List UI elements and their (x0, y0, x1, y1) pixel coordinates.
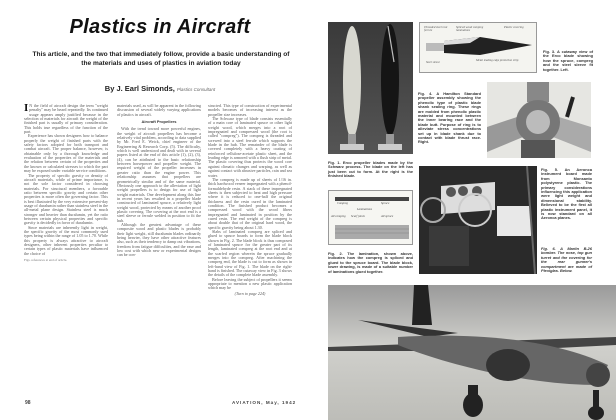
byline (60, 84, 260, 94)
drawing-label: All spruce (381, 214, 394, 218)
figure-6-caption: Fig. 6. A Martin B-26 bomber. The nose, top gun turret and the covering for the rear gunner's compartment are made of Plexiglas. Below. (541, 246, 592, 274)
drop-cap: I (24, 102, 29, 114)
page-number: 98 (25, 400, 31, 406)
diagram-label: Plastic covering (504, 25, 524, 29)
figure-6-photo (328, 285, 616, 420)
figure-2-caption: Fig. 2. The lamination, shown above, indicates how the compreg is spliced and glued to the spruce board. The blade block, lower drawing, is made of a suitable number of laminations glued together. (328, 251, 413, 274)
drawing-label: Compreg (337, 201, 349, 205)
section-heading: Aircraft Propellers (141, 119, 177, 125)
text-column-2 (117, 104, 201, 258)
diagram-label: Threaded steel root ferrule (424, 25, 448, 33)
drawing-label: Scarf joints (351, 214, 365, 218)
figure-4-photo (487, 82, 591, 158)
diagram-label: Steel sleeve (426, 60, 440, 64)
paragraph: materials used, as will be apparent in the following discussion of several widely varying applications of plastics in aircraft. (117, 103, 201, 117)
paragraph: The compreg is made up of sheets of 1/16 in. thick hardwood veneer impregnated with a phenol-formaldehyde resin. A stack of these impregnated sheets is then subjected to heat and high pressure where it is reduced to one-half the original thickness and the resin cured in the laminated condition. The finished product becomes a compressed wood with the wood fibers impregnated and laminated in position by the cured resin. The end weight of the compreg is about double that of the original hard wood, the specific gravity being about 1.30. (208, 176, 292, 230)
paragraph: Slabs of laminated compreg are spliced and glued to spruce boards to form the blade block shown in Fig. 2. The blade block is thus composed of laminated spruce for the greater part of its length, laminated compreg at the root end and at the scarfed region wherein the spruce gradually merges into the compreg. After machining the compreg end, the blade is cut to form as shown in left-hand view of Fig. 1. The blade on the right-hand is finished. The cutaway view in Fig. 3 shows the details of the complete blade assembly. (208, 228, 292, 278)
paragraph: Although the greatest advantage of these composite wood and plastic blades is probably their light weight, still duralumin blades ordinarily being heavier, they have other attractive features also, such as their tendency to damp out vibrations, freedom from fatigue difficulties, and the ease and low cost with which new or experimental designs can be con- (117, 221, 201, 258)
paragraph: N the field of aircraft design the term "weight penalty" may be heard repeatedly. Its continued usage appears amply justified because in the selection of materials for aircraft the weight of the finished part is usually of primary consideration. This holds true regardless of the function of the part. (24, 103, 108, 135)
text-column-1 (24, 104, 108, 262)
figure-1-photo (328, 22, 413, 154)
drawing-label: All compreg (331, 214, 346, 218)
magazine-footer: AVIATION, May, 1942 (232, 400, 297, 405)
diagram-label: Metal leading edge protection strip (476, 58, 519, 62)
b26-bomber-image (328, 285, 616, 420)
paragraph: Since materials are inherently light in weight, the specific gravity of the most commonly used types being within the range of 1.05 to 1.70. While this property is always attractive to aircraft designers, other inherent properties peculiar to certain types of plastic materials have influenced the choice of (24, 224, 108, 256)
article-title: Plastics in Aircraft (69, 16, 251, 38)
footnote: Figs. references at end of article. (24, 258, 68, 263)
paragraph: structed. This type of construction of experimental models becomes of increasing interest as the propeller size increases. (208, 103, 292, 117)
drawing-label: Spruce (381, 201, 390, 205)
paragraph: The Schwarz type of blade consists essentially of a main core of laminated spruce or other light weight wood, which merges into a root of impregnated and compressed wood (the root is called "compreg"). The compreg is threaded and screwed into a steel ferrule which supports the blade in the hub. The remainder of the blade is covered completely with a heavy coating of reinforced cellulose-acetate plastic sheet, and the leading edge is armored with a flush strip of metal. The plastic covering thus protects the wood core against climatic changes and warping, as well as against contact with abrasive particles, rain and sea water. (208, 116, 292, 178)
figure-3-diagram (419, 22, 537, 73)
paragraph: The property of specific gravity or density of aircraft materials, while of prime importance, is not the sole factor considered in choosing materials. For structural members, a favorable ratio between specific gravity and certain other properties is more often the governing factor. This is best illustrated by the very extensive present-day usage of duralumin rather than stainless steel in the all-metal plane design. Stainless steel is much stronger and heavier than duralumin, yet the ratio between certain physical properties and specific gravity is decidedly in favor of duralumin. (24, 172, 108, 226)
article-subtitle: This article, and the two that immediately follow, provide a basic understanding of the materials and uses of plastics in aviation today (32, 51, 290, 67)
propeller-hub-image (487, 82, 591, 158)
figure-3-caption: Fig. 3. A cutaway view of the Erco blade showing how the spruce, compreg and the steel sleeve fit together. Left. (543, 49, 593, 72)
paragraph: With the trend toward more powerful engines, the weight of aircraft propellers has become a relatively vital problem, according to data supplied by Mr. Fred E. Weick, chief engineer of the Engineering & Research Corp. (5). The difficulty, which is well understood and dealt with in several papers listed at the end of this article (1), (2), (3), (4), can be attributed to the basic relationship between horsepower and propeller weight. The required weight of the propeller increases in greater ratio than the engine power. This relationship assumes that propellers are geometrically similar and of the same material. Obviously one approach to the alleviation of light weight propellers is to design for use of light weight materials. One development along this line in recent years has resulted in a propeller blade constructed of laminated spruce, a relatively light weight wood, protected by means of another proof plastic covering. The covering at the root end is a steel sleeve or ferrule welded in position to fit the hub. (117, 126, 201, 223)
instrument-panel-image (419, 166, 537, 274)
text-column-3 (208, 104, 292, 296)
propeller-blades-image (328, 22, 413, 154)
paragraph: Before leaving the subject of propellers it seems appropriate to mention a new plastic application which may be (208, 276, 292, 291)
drawing-label: Laminations (357, 207, 373, 211)
author: By J. Earl Simonds, (104, 84, 175, 93)
figure-5-photo (419, 166, 537, 274)
diagram-label: Spliced wood compreg laminations (456, 25, 484, 33)
author-role: Plastics Consultant (176, 87, 216, 92)
figure-4-caption: Fig. 4. A Hamilton Standard propeller assembly showing the phenolic type of plastic blade shank sealing ring. These rings are molded from phenolic plastic material and mounted between the inner bearing race and the blade butt. Purpose of ring is to alleviate stress concentrations set up in blade shank due to contact with blade thrust race. Right. (418, 91, 481, 145)
figure-2-drawing (328, 190, 413, 245)
continuation-note: (Turn to page 224) (234, 290, 266, 296)
figure-1-caption: Fig. 1. Erco propeller blades made by the Schwarz process. The blade on the left has just been cut to form. At the right is the finished blade. (328, 160, 413, 179)
paragraph: Experience has shown designers how to balance properly the weight of finished parts with the safety factors adopted for both transport and combat aircraft. The proper balance, however, is obtainable only by a thorough knowledge and evaluation of the properties of the materials and the relation between certain of the properties and the known or calculated stresses to which the part may be exposed under variable service conditions. (24, 133, 108, 174)
figure-5-caption: Fig. 5. An Aeronca instrument board made from Monsanto polystyrene plastic. The primary considerations influencing this application were light weight and dimensional stability. Believed to be the first all plastic instrument panel, it is now standard on all Aeronca planes. (541, 167, 592, 221)
